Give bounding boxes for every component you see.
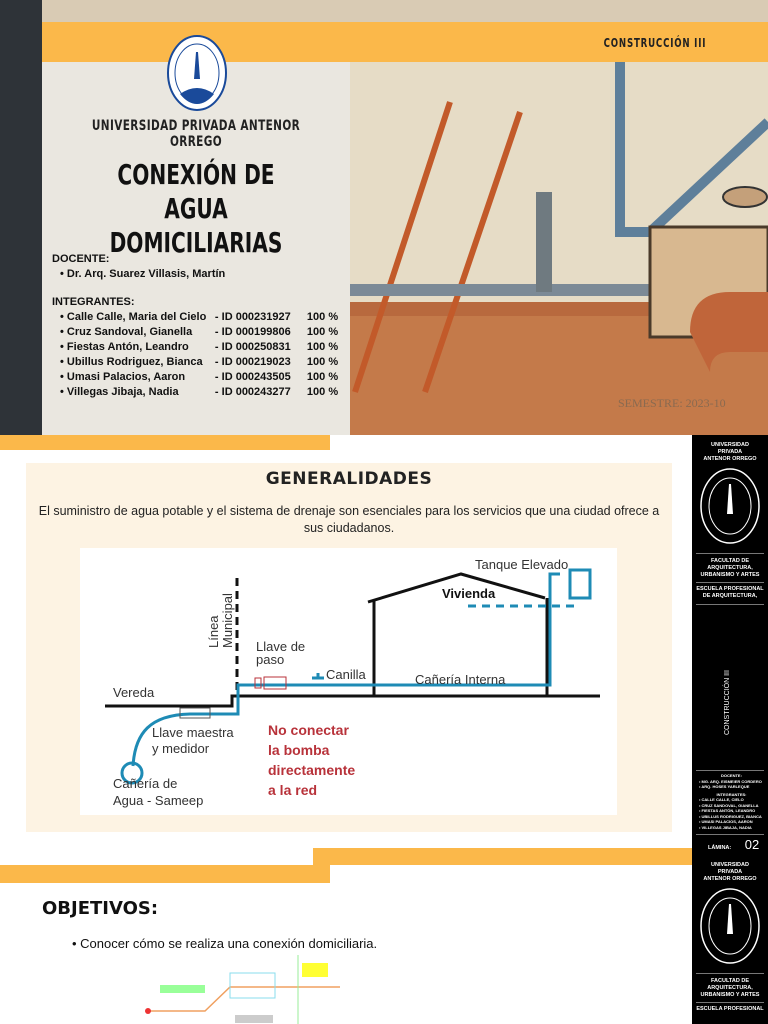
side-list-item: • UBILLUS RODRIGUEZ, BIANCA [699, 813, 762, 819]
side-uni-3b: ANTENOR ORREGO [703, 876, 757, 882]
side-docente-label: DOCENTE: [721, 773, 742, 778]
plumbing-illustration [350, 62, 768, 435]
member-row [60, 355, 338, 370]
member-row [60, 370, 338, 385]
member-pct: 100 % [306, 311, 339, 323]
section-text: El suministro de agua potable y el sistema de drenaje son esenciales para los servicios que una ciudad ofrece a sus ciudadanos. [38, 504, 660, 535]
label-red-1: Cañería de [113, 776, 178, 791]
member-pct: 100 % [306, 341, 339, 353]
university-logo [166, 34, 228, 112]
orange-divider [313, 848, 692, 865]
label-llave-1: Llave de [256, 639, 306, 654]
side-fac-1: FACULTAD DE [711, 558, 749, 564]
side-fac-3: URBANISMO Y ARTES [700, 572, 760, 578]
side-fac-2b: ARQUITECTURA, [707, 985, 753, 991]
label-red-2: Agua - Sameep [113, 793, 204, 808]
member-name: Umasi Palacios, Aaron [66, 371, 186, 383]
member-row [60, 385, 338, 400]
member-id: - ID 000199806 [214, 326, 291, 338]
side-logo-2 [699, 886, 761, 966]
objetivo-text: Conocer cómo se realiza una conexión domiciliaria. [80, 936, 378, 951]
member-name: Calle Calle, Maria del Cielo [66, 311, 207, 323]
member-row [60, 310, 338, 325]
side-logo-1 [699, 466, 761, 546]
lamina-label: LÁMINA: [708, 845, 732, 851]
cover-slide [0, 0, 768, 435]
warning-line-3: directamente [268, 762, 356, 778]
connection-plan-thumbnail [130, 955, 350, 1024]
member-pct: 100 % [306, 371, 339, 383]
lamina-number: 02 [744, 837, 760, 852]
member-pct: 100 % [306, 326, 339, 338]
side-uni-1: UNIVERSIDAD [711, 442, 749, 448]
side-list-item: • VILLEGAS JIBAJA, NADIA [699, 824, 752, 830]
title-line-1: CONEXIÓN DE AGUA [117, 158, 275, 225]
semester: SEMESTRE: 2023-10 [618, 396, 726, 410]
label-llave-2: paso [256, 652, 285, 667]
member-id: - ID 000250831 [214, 341, 291, 353]
member-name: Cruz Sandoval, Gianella [66, 326, 193, 338]
side-fac-3b: URBANISMO Y ARTES [700, 992, 760, 998]
side-uni-2: PRIVADA [717, 449, 743, 455]
warning-line-1: No conectar [268, 722, 349, 738]
course-name: CONSTRUCCIÓN III [603, 36, 706, 50]
member-name: Ubillus Rodriguez, Bianca [66, 356, 203, 368]
title-line-2: DOMICILIARIAS [109, 226, 283, 259]
orange-divider [0, 865, 330, 883]
water-connection-diagram [80, 548, 617, 815]
side-fac-2: ARQUITECTURA, [707, 565, 753, 571]
side-esc-1b: ESCUELA PROFESIONAL [696, 1006, 764, 1012]
side-vertical-title: CONSTRUCCIÓN III [724, 670, 731, 735]
side-list-item: • CALLE CALLE, CIELO [699, 797, 744, 802]
team-info [52, 252, 338, 400]
side-integrantes-label: INTEGRANTES: [716, 791, 747, 797]
side-list-item: • MG. ARQ. EISMEIER CORDERO [699, 778, 762, 784]
side-fac-1b: FACULTAD DE [711, 978, 749, 984]
label-tanque: Tanque Elevado [475, 557, 569, 572]
integrantes-label: INTEGRANTES: [52, 296, 135, 308]
objetivo-item: • Conocer cómo se realiza una conexión domiciliaria. [72, 936, 378, 951]
university-name: UNIVERSIDAD PRIVADA ANTENOR ORREGO [91, 118, 301, 150]
side-list-item: • ARQ. HOSES YARLEQUE [699, 784, 750, 789]
presentation-title [85, 158, 307, 260]
member-name: Villegas Jibaja, Nadia [66, 386, 179, 398]
left-dark-bar [0, 0, 42, 435]
label-linea: Línea [206, 615, 221, 648]
member-row [60, 340, 338, 355]
docente-name: • Dr. Arq. Suarez Villasis, Martín [60, 267, 338, 282]
member-id: - ID 000243505 [214, 371, 291, 383]
member-pct: 100 % [306, 356, 339, 368]
objetivos-title: OBJETIVOS: [42, 898, 159, 919]
warning-line-2: la bomba [268, 742, 330, 758]
member-name: Fiestas Antón, Leandro [66, 341, 189, 353]
member-row [60, 325, 338, 340]
side-uni-1b: UNIVERSIDAD [711, 862, 749, 868]
title-block-sidebar [692, 435, 768, 1024]
side-list-item: • CRUZ SANDOVAL, GIANELLA [699, 802, 759, 808]
warning-line-4: a la red [268, 782, 318, 798]
member-id: - ID 000243277 [214, 386, 291, 398]
side-list-item: • FIESTAS ANTÓN, LEANDRO [699, 808, 756, 813]
section-title: GENERALIDADES [265, 469, 433, 489]
side-esc-1: ESCUELA PROFESIONAL [696, 586, 764, 592]
side-uni-3: ANTENOR ORREGO [703, 456, 757, 462]
member-pct: 100 % [306, 386, 339, 398]
docente-label: DOCENTE: [52, 253, 110, 265]
orange-divider [0, 435, 330, 450]
side-uni-2b: PRIVADA [717, 869, 743, 875]
label-canilla: Canilla [326, 667, 366, 682]
member-id: - ID 000231927 [214, 311, 291, 323]
member-id: - ID 000219023 [214, 356, 291, 368]
label-maestra-2: y medidor [152, 741, 210, 756]
label-maestra-1: Llave maestra [152, 725, 234, 740]
side-list-item: • UMASI PALACIOS, AARON [699, 819, 753, 824]
label-vereda: Vereda [113, 685, 155, 700]
side-esc-2: DE ARQUITECTURA, [702, 593, 758, 599]
label-municipal: Municipal [220, 593, 235, 648]
label-caneria-interna: Cañería Interna [415, 672, 506, 687]
label-vivienda: Vivienda [442, 586, 496, 601]
